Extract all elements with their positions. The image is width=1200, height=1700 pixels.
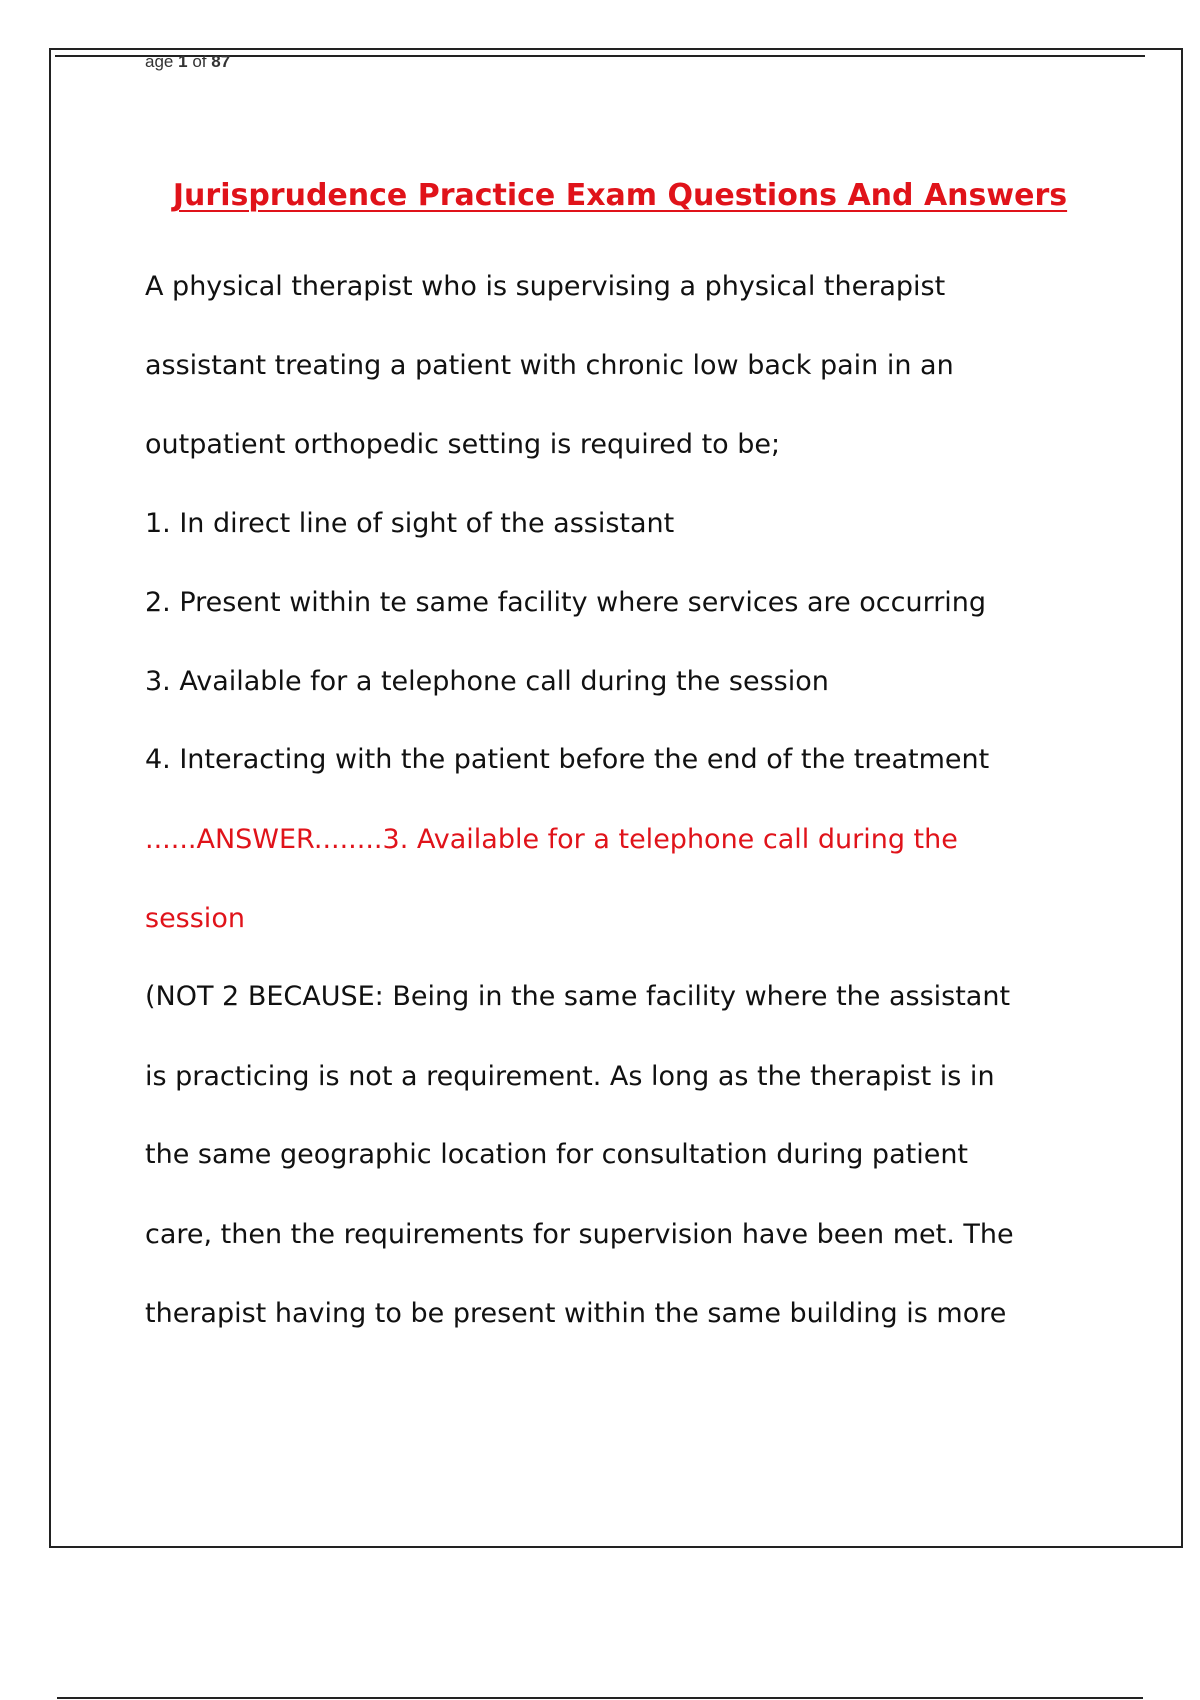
explanation-line: is practicing is not a requirement. As long as the therapist is in (145, 1061, 995, 1092)
footer-rule (57, 1697, 1143, 1699)
page-counter (145, 52, 230, 72)
question-line: A physical therapist who is supervising a physical therapist (145, 271, 946, 302)
answer-line: session (145, 903, 245, 934)
option-1: 1. In direct line of sight of the assistant (145, 508, 675, 539)
page-of: of (192, 52, 207, 71)
page-label: age (145, 52, 174, 71)
question-line: outpatient orthopedic setting is required to be; (145, 429, 781, 460)
explanation-line: (NOT 2 BECAUSE: Being in the same facility where the assistant (145, 981, 1011, 1012)
page-current: 1 (178, 52, 188, 71)
option-4: 4. Interacting with the patient before the end of the treatment (145, 744, 990, 775)
option-2: 2. Present within te same facility where services are occurring (145, 587, 987, 618)
question-line: assistant treating a patient with chronic low back pain in an (145, 350, 954, 381)
explanation-line: care, then the requirements for supervision have been met. The (145, 1219, 1014, 1250)
document-title: Jurisprudence Practice Exam Questions And Answers (172, 178, 1068, 213)
page-total: 87 (211, 52, 231, 71)
explanation-line: therapist having to be present within the same building is more (145, 1298, 1007, 1329)
answer-line: ......ANSWER........3. Available for a telephone call during the (145, 824, 958, 855)
explanation-line: the same geographic location for consultation during patient (145, 1139, 969, 1170)
option-3: 3. Available for a telephone call during the session (145, 666, 829, 697)
